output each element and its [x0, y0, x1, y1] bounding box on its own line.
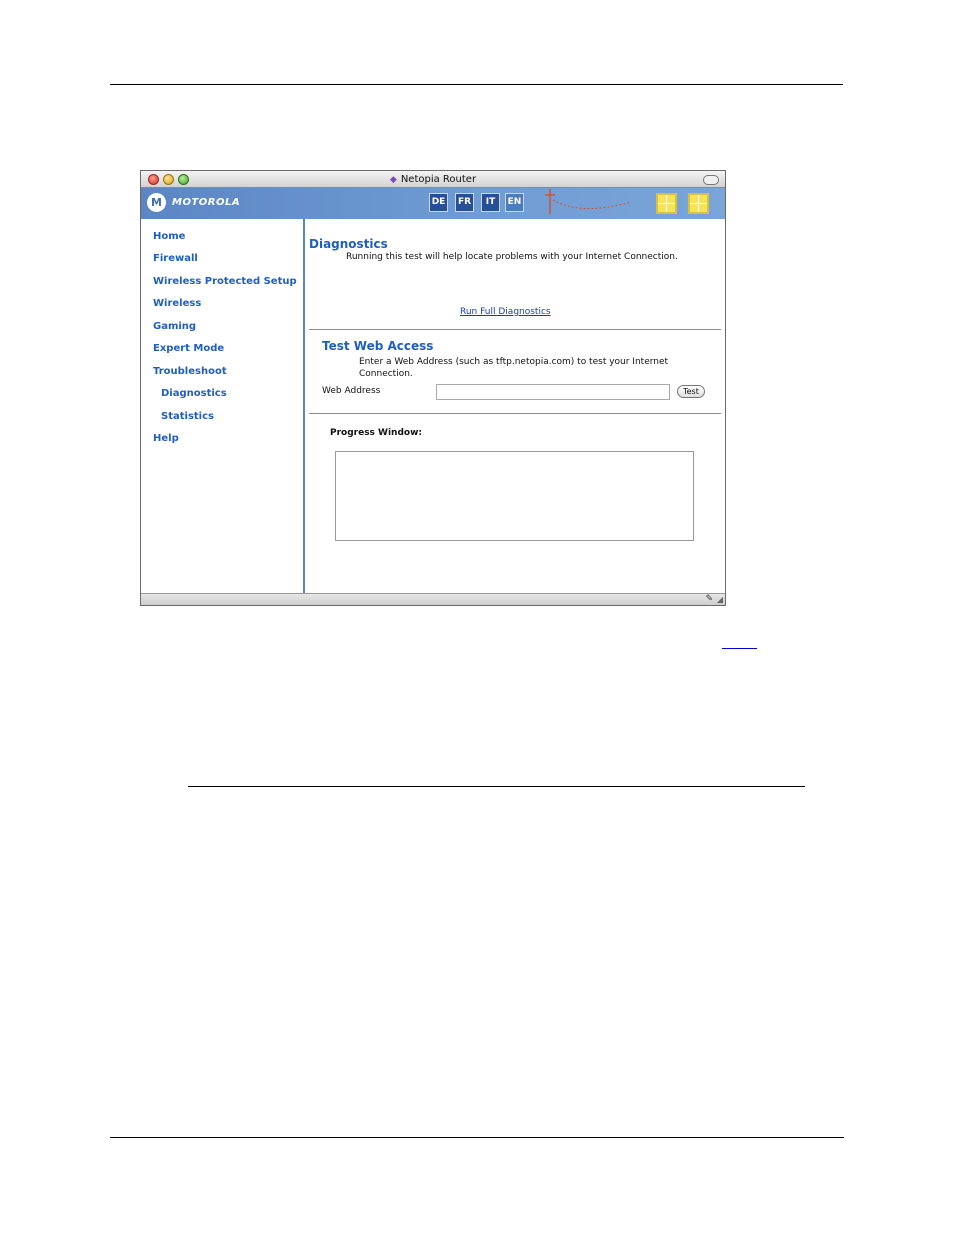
- test-button[interactable]: Test: [677, 385, 705, 398]
- toolbar-toggle-button[interactable]: [703, 175, 719, 185]
- language-fr-button[interactable]: FR: [455, 193, 474, 212]
- sidebar-item-expert-mode[interactable]: Expert Mode: [153, 343, 225, 354]
- page-footer-rule: [110, 1137, 844, 1138]
- test-web-access-description: Enter a Web Address (such as tftp.netopia.com) to test your Internet Connection.: [359, 357, 669, 379]
- title-bar[interactable]: [141, 171, 725, 188]
- edit-icon[interactable]: ✎: [705, 594, 713, 604]
- netopia-icon: ◆: [389, 175, 397, 185]
- web-address-input[interactable]: [436, 384, 670, 400]
- motorola-logo-icon: M: [147, 193, 166, 212]
- diagnostics-title: Diagnostics: [309, 237, 388, 251]
- diagnostics-description: Running this test will help locate problems with your Internet Connection.: [346, 252, 678, 262]
- brand-name: MOTOROLA: [172, 197, 241, 208]
- section-divider: [309, 413, 721, 414]
- page-header-rule: [110, 84, 843, 85]
- sidebar-item-diagnostics[interactable]: Diagnostics: [161, 388, 227, 399]
- resize-grip-icon[interactable]: ◢: [716, 595, 723, 604]
- language-it-button[interactable]: IT: [481, 193, 500, 212]
- sidebar-item-gaming[interactable]: Gaming: [153, 321, 197, 332]
- table-rule: [188, 786, 805, 787]
- progress-window[interactable]: [335, 451, 694, 541]
- sidebar-item-firewall[interactable]: Firewall: [153, 253, 198, 264]
- main-content: [305, 219, 725, 593]
- language-en-button[interactable]: EN: [505, 193, 524, 212]
- browser-window: [140, 170, 726, 606]
- antenna-signal-icon: [541, 188, 641, 219]
- sidebar-item-wireless[interactable]: Wireless: [153, 298, 202, 309]
- window-icon: [688, 193, 709, 214]
- section-divider: [309, 329, 721, 330]
- progress-window-label: Progress Window:: [330, 428, 423, 438]
- status-bar: [141, 593, 725, 605]
- window-title: [141, 173, 725, 187]
- sidebar-item-troubleshoot[interactable]: Troubleshoot: [153, 366, 227, 377]
- sidebar-item-home[interactable]: Home: [153, 231, 186, 242]
- run-full-diagnostics-link[interactable]: Run Full Diagnostics: [460, 307, 551, 317]
- window-icon: [656, 193, 677, 214]
- sidebar-item-help[interactable]: Help: [153, 433, 179, 444]
- web-address-label: Web Address: [322, 386, 381, 396]
- sidebar-item-wireless-protected-setup[interactable]: Wireless Protected Setup: [153, 276, 297, 287]
- header-banner: [141, 188, 725, 219]
- sidebar-item-statistics[interactable]: Statistics: [161, 411, 214, 422]
- cross-reference-link[interactable]: [722, 648, 757, 649]
- sidebar-nav: [141, 219, 305, 593]
- window-title-text: Netopia Router: [400, 174, 477, 185]
- test-web-access-title: Test Web Access: [322, 339, 434, 353]
- language-de-button[interactable]: DE: [429, 193, 448, 212]
